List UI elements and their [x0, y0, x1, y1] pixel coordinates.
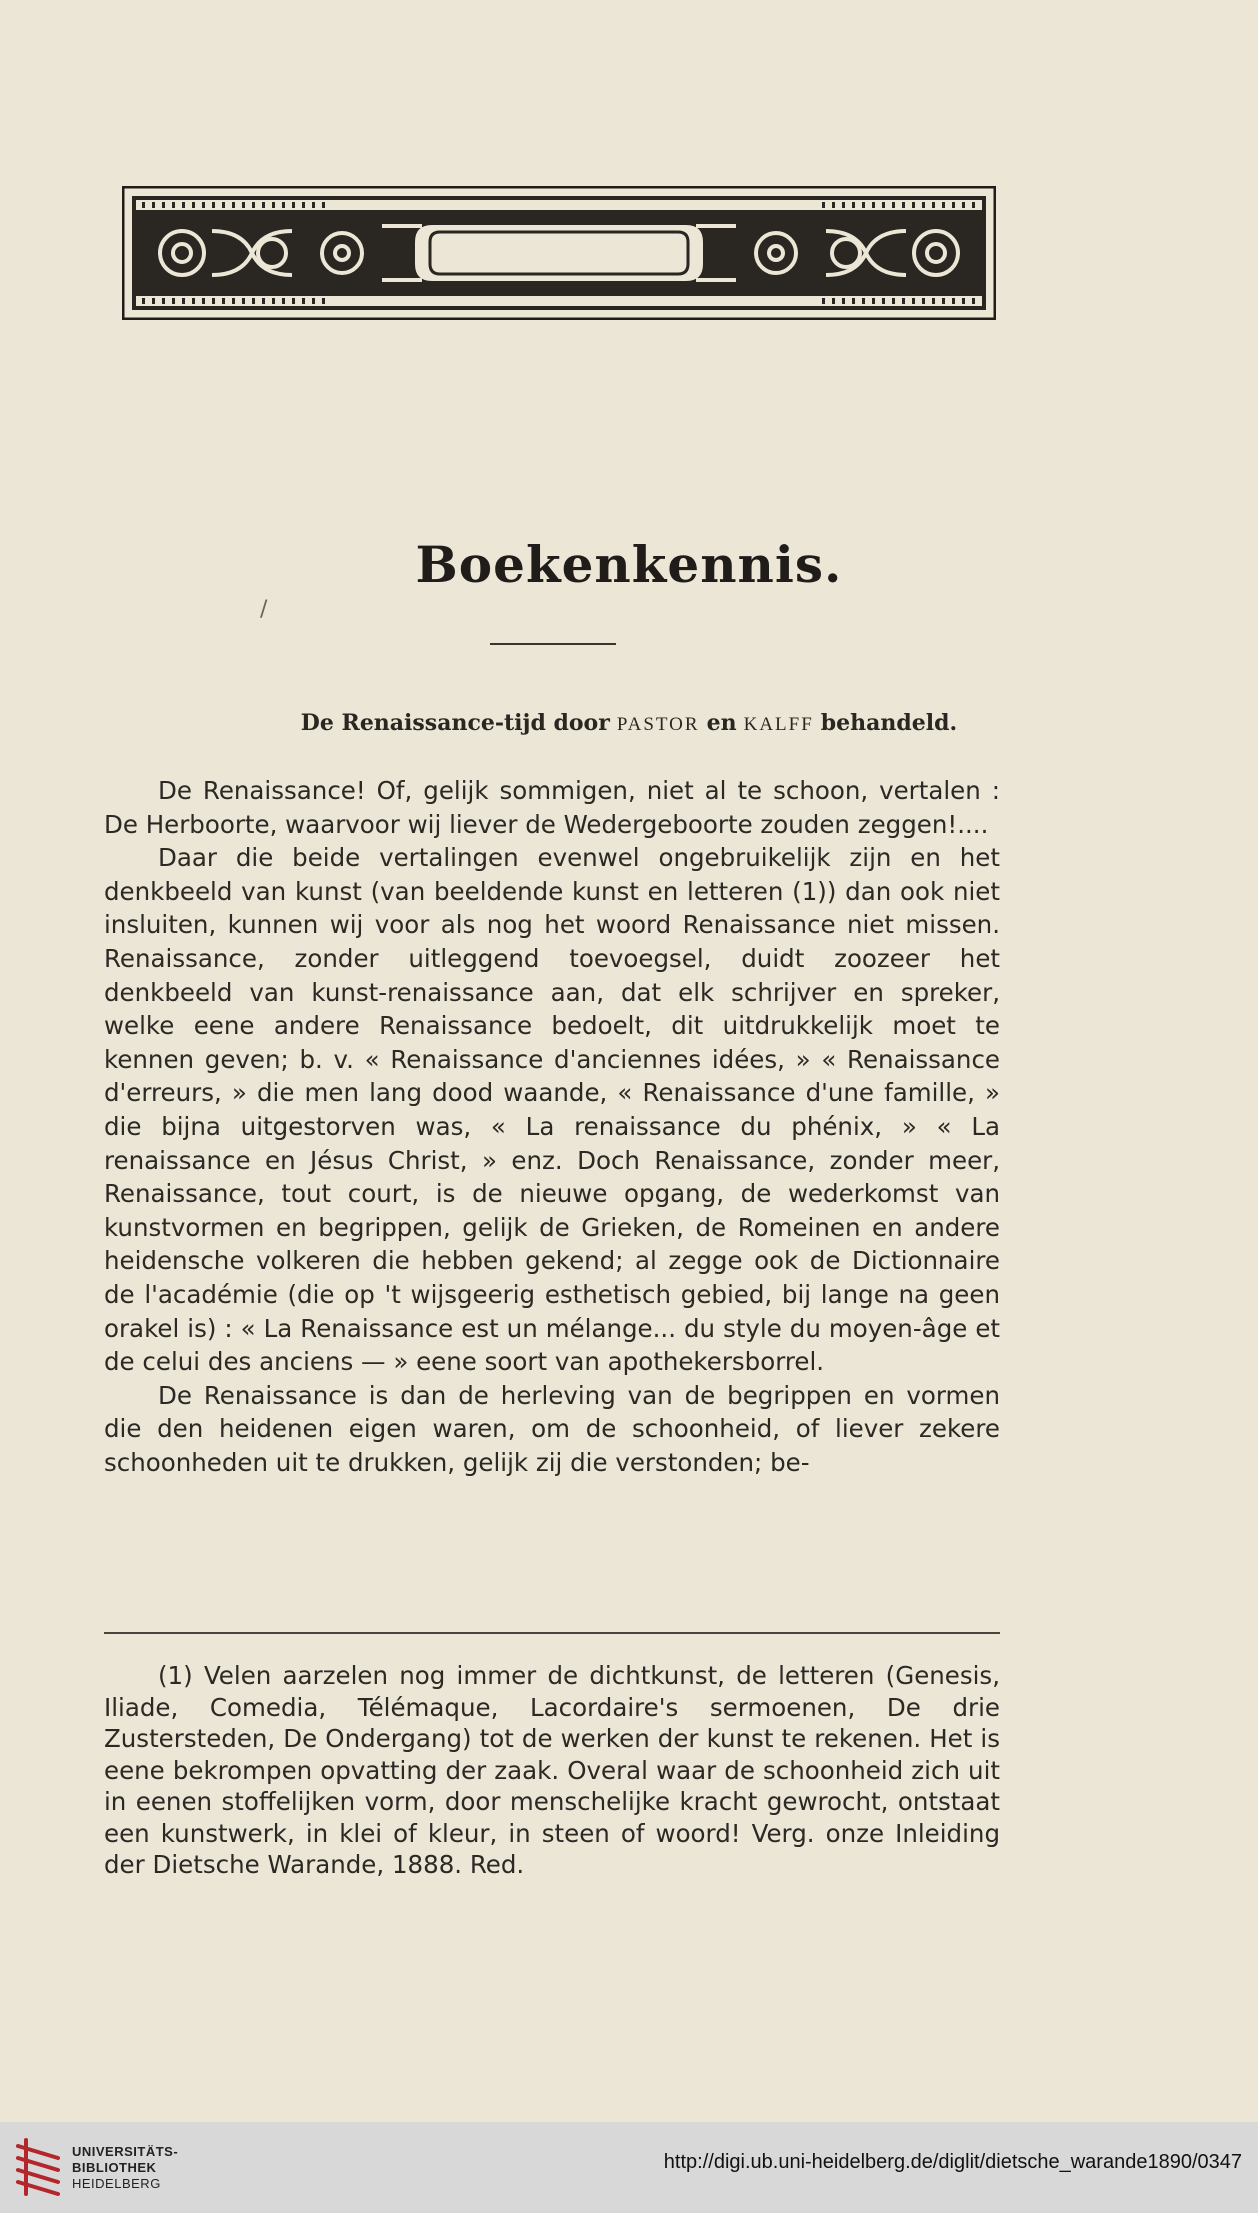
library-name — [72, 2144, 178, 2192]
footnote-text: (1) Velen aarzelen nog immer de dichtkunst, de letteren (Genesis, Iliade, Comedia, Télémaque, Lacordaire's sermoenen, De drie Zustersteden, De Ondergang) tot de werken der kunst te rekenen. Het is eene bekrompen opvatting der zaak. Overal waar de schoonheid zich uit in eenen stoffelijken vorm, door menschelijke kracht gewrocht, ontstaat een kunstwerk, in klei of kleur, in steen of woord! Verg. onze Inleiding der Dietsche Warande, 1888. Red. — [104, 1661, 1000, 1879]
paragraph-3: De Renaissance is dan de herleving van de begrippen en vormen die den heidenen eigen waren, om de schoonheid, of liever zekere schoonheden uit te drukken, gelijk zij die verstonden; be- — [104, 1380, 1000, 1477]
source-url[interactable]: http://digi.ub.uni-heidelberg.de/diglit/dietsche_warande1890/0347 — [663, 2151, 1242, 2173]
article-body — [104, 774, 1000, 1479]
library-name-line3: HEIDELBERG — [72, 2176, 161, 2191]
footnote-separator — [104, 1632, 1000, 1634]
paragraph-1: De Renaissance! Of, gelijk sommigen, niet al te schoon, vertalen : De Herboorte, waarvoor wij liever de Wedergeboorte zouden zeggen!.... — [104, 776, 1000, 839]
paragraph-2: Daar die beide vertalingen evenwel ongebruikelijk zijn en het denkbeeld van kunst (van beeldende kunst en letteren (1)) dan ook niet insluiten, kunnen wij voor als nog het woord Renaissance niet missen. Renaissance, zonder uitleggend toevoegsel, duidt zoozeer het denkbeeld van kunst-renaissance aan, dat elk schrijver en spreker, welke eene andere Renaissance bedoelt, dit uitdrukkelijk moet te kennen geven; b. v. « Renaissance d'anciennes idées, » « Renaissance d'erreurs, » die men lang dood waande, « Renaissance d'une famille, » die bijna uitgestorven was, « La renaissance du phénix, » « La renaissance en Jésus Christ, » enz. Doch Renaissance, zonder meer, Renaissance, tout court, is de nieuwe opgang, de wederkomst van kunstvormen en begrippen, gelijk de Grieken, de Romeinen en andere heidensche volkeren die hebben gekend; al zegge ook de Dictionnaire de l'académie (die op 't wijsgeerig esthetisch gebied, bij lange na geen orakel is) : « La Renaissance est un mélange... du style du moyen-âge et de celui des anciens — » eene soort van apothekersborrel. — [104, 843, 1000, 1377]
title-divider — [490, 643, 616, 645]
pencil-mark: / — [260, 597, 268, 622]
subtitle-conjunction: en — [706, 710, 737, 736]
subtitle-author-kalff: KALFF — [743, 714, 814, 735]
library-logo-icon — [12, 2136, 64, 2198]
page-title: Boekenkennis. — [415, 535, 843, 594]
subtitle-suffix: behandeld. — [820, 710, 958, 736]
ornamental-header-banner — [122, 186, 996, 320]
footnote — [104, 1660, 1000, 1881]
subtitle-author-pastor: PASTOR — [616, 714, 700, 735]
article-subtitle — [0, 710, 1258, 736]
subtitle-prefix: De Renaissance-tijd door — [300, 710, 610, 736]
library-name-line2: BIBLIOTHEK — [72, 2160, 157, 2175]
library-name-line1: UNIVERSITÄTS- — [72, 2144, 179, 2159]
